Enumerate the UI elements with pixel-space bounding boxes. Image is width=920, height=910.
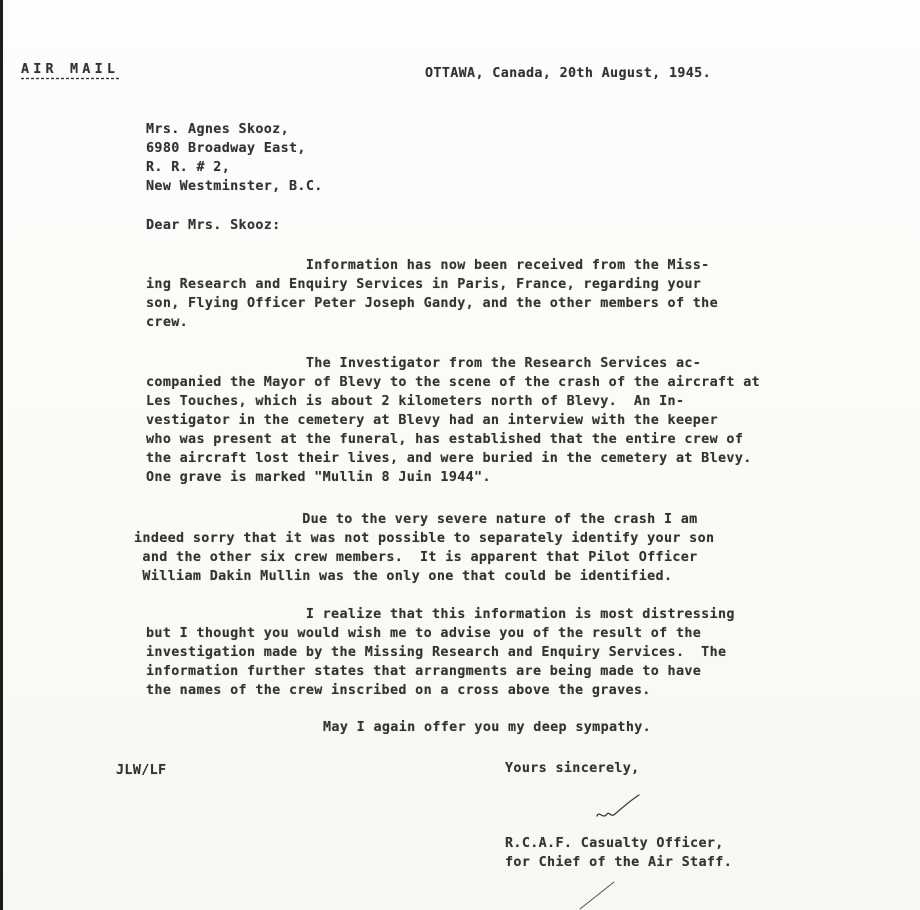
reference-initials: JLW/LF (116, 763, 167, 778)
paragraph-4-line-2: but I thought you would wish me to advise you of the result of the (146, 626, 702, 641)
recipient-name: Mrs. Agnes Skooz, (146, 122, 290, 137)
signature-title-line-2: for Chief of the Air Staff. (505, 855, 733, 870)
paragraph-4-line-5: the names of the crew inscribed on a cross above the graves. (146, 683, 651, 698)
sympathy-line: May I again offer you my deep sympathy. (323, 720, 652, 735)
paragraph-4-line-4: information further states that arrangments are being made to have (146, 664, 702, 679)
paragraph-1-line-2: ing Research and Enquiry Services in Paris, France, regarding your (146, 277, 702, 292)
place-date: OTTAWA, Canada, 20th August, 1945. (425, 66, 712, 81)
paragraph-2-line-1: The Investigator from the Research Services ac- (146, 356, 702, 371)
letter-page (3, 0, 920, 910)
signature-mark-icon (593, 792, 643, 822)
paragraph-2-line-3: Les Touches, which is about 2 kilometers north of Blevy. An In- (146, 394, 685, 409)
paragraph-1-line-1: Information has now been received from the Miss- (146, 258, 710, 273)
pen-stroke-icon (578, 880, 618, 910)
recipient-city: New Westminster, B.C. (146, 179, 323, 194)
paragraph-3-line-4: William Dakin Mullin was the only one that could be identified. (134, 569, 673, 584)
paragraph-3-line-3: and the other six crew members. It is apparent that Pilot Officer (134, 550, 698, 565)
paragraph-1-line-4: crew. (146, 315, 189, 330)
paragraph-4-line-3: investigation made by the Missing Research and Enquiry Services. The (146, 645, 727, 660)
air-mail-label: AIR MAIL (21, 62, 120, 77)
paragraph-2-line-4: vestigator in the cemetery at Blevy had an interview with the keeper (146, 413, 719, 428)
paragraph-1-line-3: son, Flying Officer Peter Joseph Gandy, and the other members of the (146, 296, 719, 311)
paragraph-2-line-6: the aircraft lost their lives, and were buried in the cemetery at Blevy. (146, 451, 752, 466)
paragraph-3-line-1: Due to the very severe nature of the crash I am (134, 512, 698, 527)
paragraph-3-line-2: indeed sorry that it was not possible to separately identify your son (134, 531, 715, 546)
paragraph-2-line-5: who was present at the funeral, has established that the entire crew of (146, 432, 744, 447)
paragraph-4-line-1: I realize that this information is most distressing (146, 607, 735, 622)
closing: Yours sincerely, (505, 761, 640, 776)
paragraph-2-line-7: One grave is marked "Mullin 8 Juin 1944". (146, 470, 491, 485)
paragraph-2-line-2: companied the Mayor of Blevy to the scene of the crash of the aircraft at (146, 375, 761, 390)
salutation: Dear Mrs. Skooz: (146, 218, 281, 233)
signature-title-line-1: R.C.A.F. Casualty Officer, (505, 836, 724, 851)
recipient-street: 6980 Broadway East, (146, 141, 306, 156)
recipient-route: R. R. # 2, (146, 160, 231, 175)
